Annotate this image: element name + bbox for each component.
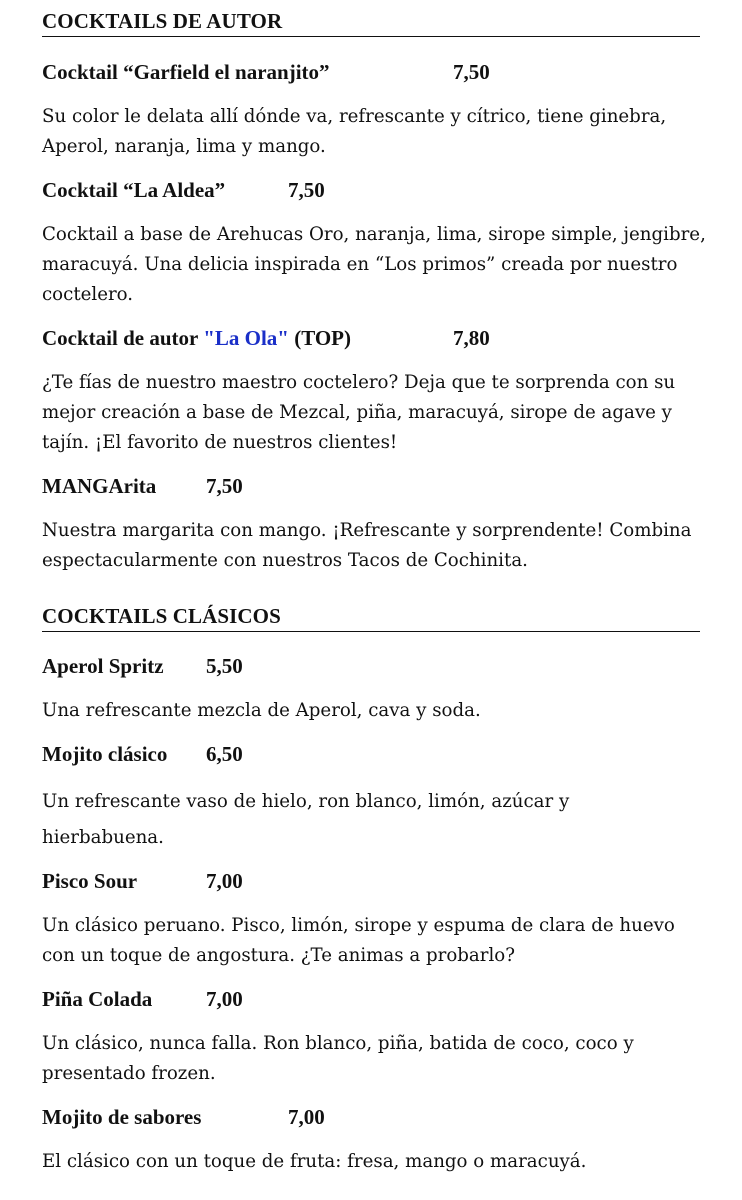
menu-item-description: El clásico con un toque de fruta: fresa, mango o maracuyá. bbox=[42, 1151, 587, 1172]
menu-item-description: Su color le delata allí dónde va, refrescante y cítrico, tiene ginebra, Aperol, naranja, lima y mango. bbox=[42, 106, 667, 157]
menu-item-price: 7,80 bbox=[453, 326, 490, 350]
menu-item-name: Mojito de sabores bbox=[42, 1105, 202, 1129]
menu-item-price: 6,50 bbox=[206, 742, 243, 766]
menu-item-description: Una refrescante mezcla de Aperol, cava y soda. bbox=[42, 700, 481, 721]
menu-item-name: Mojito clásico bbox=[42, 742, 168, 766]
menu-item-name: Aperol Spritz bbox=[42, 654, 164, 678]
section-heading-clasicos: COCKTAILS CLÁSICOS bbox=[42, 604, 700, 632]
menu-item-price: 7,50 bbox=[453, 60, 490, 84]
menu-item-price: 7,00 bbox=[288, 1105, 325, 1129]
menu-item-name: Pisco Sour bbox=[42, 869, 138, 893]
menu-item-description: Un refrescante vaso de hielo, ron blanco, limón, azúcar y hierbabuena. bbox=[42, 791, 570, 848]
menu-item-title bbox=[42, 59, 562, 85]
menu-item-name-prefix: Cocktail de autor bbox=[42, 326, 204, 350]
menu-item-title bbox=[42, 177, 442, 203]
menu-item-title bbox=[42, 473, 442, 499]
menu-item-description: ¿Te fías de nuestro maestro coctelero? Deja que te sorprenda con su mejor creación a base de Mezcal, piña, maracuyá, sirope de agave y tajín. ¡El favorito de nuestros clientes! bbox=[42, 372, 676, 453]
menu-item-price: 7,50 bbox=[288, 178, 325, 202]
menu-item-name: Cocktail “La Aldea” bbox=[42, 178, 226, 202]
menu-item-description: Un clásico, nunca falla. Ron blanco, piña, batida de coco, coco y presentado frozen. bbox=[42, 1033, 634, 1084]
menu-item-name-highlight: "La Ola" bbox=[203, 326, 289, 350]
menu-item-description: Un clásico peruano. Pisco, limón, sirope y espuma de clara de huevo con un toque de angostura. ¿Te animas a probarlo? bbox=[42, 915, 675, 966]
menu-item-price: 7,00 bbox=[206, 869, 243, 893]
menu-item-description: Cocktail a base de Arehucas Oro, naranja, lima, sirope simple, jengibre, maracuyá. Una delicia inspirada en “Los primos” creada por nuestro coctelero. bbox=[42, 224, 706, 305]
menu-item-price: 7,00 bbox=[206, 987, 243, 1011]
menu-item-title bbox=[42, 325, 562, 351]
menu-item-name: Piña Colada bbox=[42, 987, 153, 1011]
menu-item-name: MANGArita bbox=[42, 474, 157, 498]
menu-item-name-suffix: (TOP) bbox=[288, 326, 351, 350]
menu-item-name: Cocktail “Garfield el naranjito” bbox=[42, 60, 330, 84]
section-heading-autor: COCKTAILS DE AUTOR bbox=[42, 9, 700, 37]
menu-item-title bbox=[42, 1104, 442, 1130]
menu-item-title bbox=[42, 741, 442, 767]
menu-item-description: Nuestra margarita con mango. ¡Refrescante y sorprendente! Combina espectacularmente con nuestros Tacos de Cochinita. bbox=[42, 520, 692, 571]
menu-item-price: 5,50 bbox=[206, 654, 243, 678]
menu-item-title bbox=[42, 653, 442, 679]
menu-item-price: 7,50 bbox=[206, 474, 243, 498]
menu-item-title bbox=[42, 986, 442, 1012]
menu-item-title bbox=[42, 868, 442, 894]
